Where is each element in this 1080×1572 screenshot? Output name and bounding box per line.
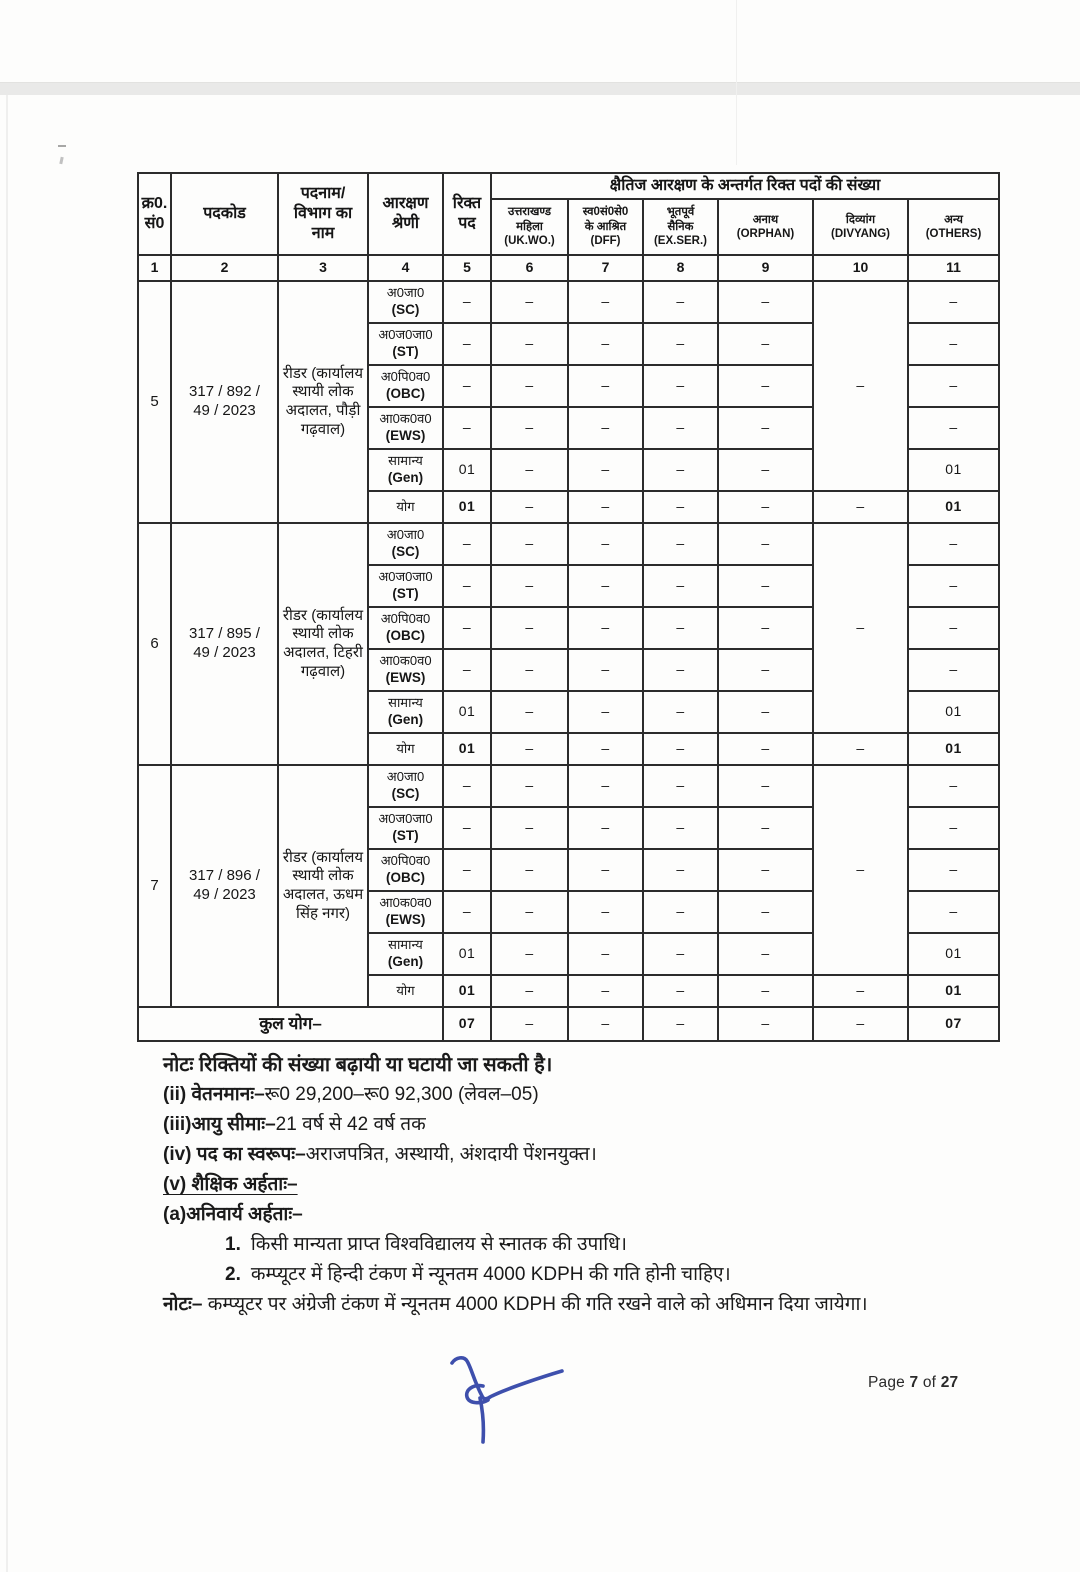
category-cell: अ0पि0व0 (OBC) bbox=[368, 607, 443, 649]
serial-cell: 5 bbox=[138, 281, 171, 523]
col-number: 11 bbox=[908, 255, 999, 281]
vacant-cell: – bbox=[443, 765, 491, 807]
dff-cell: – bbox=[568, 765, 643, 807]
exser-cell: – bbox=[643, 849, 718, 891]
dff-cell: – bbox=[568, 649, 643, 691]
table-row bbox=[138, 765, 999, 807]
vacant-cell: – bbox=[443, 891, 491, 933]
category-cell: योग bbox=[368, 733, 443, 765]
dff-cell: – bbox=[568, 323, 643, 365]
category-cell: आ0क0व0 (EWS) bbox=[368, 891, 443, 933]
vacant-cell: 01 bbox=[443, 691, 491, 733]
col-number: 9 bbox=[718, 255, 813, 281]
postname-cell: रीडर (कार्यालय स्थायी लोक अदालत, ऊधम सिंह नगर) bbox=[278, 765, 368, 1007]
exser-cell: – bbox=[643, 691, 718, 733]
scan-speck bbox=[58, 145, 66, 147]
ukwo-cell: – bbox=[491, 365, 568, 407]
others-cell: 01 bbox=[908, 933, 999, 975]
vacant-cell: 01 bbox=[443, 975, 491, 1007]
dff-cell: – bbox=[568, 607, 643, 649]
col-number: 5 bbox=[443, 255, 491, 281]
dff-cell: – bbox=[568, 565, 643, 607]
exser-cell: – bbox=[643, 565, 718, 607]
total-ukwo-cell: – bbox=[491, 1007, 568, 1041]
exser-cell: – bbox=[643, 281, 718, 323]
orphan-cell: – bbox=[718, 565, 813, 607]
dff-cell: – bbox=[568, 849, 643, 891]
dff-cell: – bbox=[568, 933, 643, 975]
category-cell: अ0पि0व0 (OBC) bbox=[368, 849, 443, 891]
col-number: 7 bbox=[568, 255, 643, 281]
divyang-cell: – bbox=[813, 765, 908, 975]
orphan-cell: – bbox=[718, 491, 813, 523]
col-number: 6 bbox=[491, 255, 568, 281]
grand-total-row bbox=[138, 1007, 999, 1041]
others-cell: – bbox=[908, 807, 999, 849]
table-row bbox=[138, 523, 999, 565]
orphan-cell: – bbox=[718, 733, 813, 765]
category-cell: अ0जा0 (SC) bbox=[368, 523, 443, 565]
total-orphan-cell: – bbox=[718, 1007, 813, 1041]
serial-cell: 6 bbox=[138, 523, 171, 765]
col-number: 8 bbox=[643, 255, 718, 281]
scan-edge-artifact bbox=[6, 95, 8, 1572]
category-cell: सामान्य (Gen) bbox=[368, 933, 443, 975]
category-cell: अ0जा0 (SC) bbox=[368, 765, 443, 807]
others-cell: – bbox=[908, 523, 999, 565]
vacant-cell: – bbox=[443, 407, 491, 449]
category-cell: आ0क0व0 (EWS) bbox=[368, 649, 443, 691]
orphan-cell: – bbox=[718, 407, 813, 449]
dff-cell: – bbox=[568, 449, 643, 491]
vacant-cell: – bbox=[443, 649, 491, 691]
exser-cell: – bbox=[643, 323, 718, 365]
pay-scale-line: (ii) वेतनमानः–रू0 29,200–रू0 92,300 (लेवल–05) bbox=[163, 1084, 539, 1105]
dff-cell: – bbox=[568, 407, 643, 449]
post-nature-line: (iv) पद का स्वरूपः–अराजपत्रित, अस्थायी, अंशदायी पेंशनयुक्त। bbox=[163, 1144, 597, 1165]
exser-cell: – bbox=[643, 649, 718, 691]
notes-section bbox=[163, 1050, 995, 1320]
dff-cell: – bbox=[568, 691, 643, 733]
category-cell: योग bbox=[368, 975, 443, 1007]
header-postname: पदनाम/ विभाग का नाम bbox=[278, 173, 368, 255]
vacant-cell: 01 bbox=[443, 933, 491, 975]
ukwo-cell: – bbox=[491, 323, 568, 365]
header-horizontal-reservation: क्षैतिज आरक्षण के अन्तर्गत रिक्त पदों की संख्या bbox=[491, 173, 999, 199]
vacant-cell: – bbox=[443, 565, 491, 607]
header-ukwo: उत्तराखण्ड महिला (UK.WO.) bbox=[491, 199, 568, 255]
postname-cell: रीडर (कार्यालय स्थायी लोक अदालत, पौड़ी गढ़वाल) bbox=[278, 281, 368, 523]
ukwo-cell: – bbox=[491, 765, 568, 807]
header-dff: स्व0सं0से0 के आश्रित (DFF) bbox=[568, 199, 643, 255]
col-number: 2 bbox=[171, 255, 278, 281]
vacant-cell: – bbox=[443, 807, 491, 849]
total-exser-cell: – bbox=[643, 1007, 718, 1041]
page-number: Page 7 of 27 bbox=[868, 1374, 959, 1391]
others-cell: 01 bbox=[908, 449, 999, 491]
exser-cell: – bbox=[643, 891, 718, 933]
category-cell: अ0ज0जा0 (ST) bbox=[368, 565, 443, 607]
orphan-cell: – bbox=[718, 807, 813, 849]
header-postcode: पदकोड bbox=[171, 173, 278, 255]
header-serial: क्र0. सं0 bbox=[138, 173, 171, 255]
ukwo-cell: – bbox=[491, 891, 568, 933]
orphan-cell: – bbox=[718, 323, 813, 365]
divyang-cell: – bbox=[813, 975, 908, 1007]
vacant-cell: – bbox=[443, 365, 491, 407]
exser-cell: – bbox=[643, 733, 718, 765]
ukwo-cell: – bbox=[491, 407, 568, 449]
orphan-cell: – bbox=[718, 607, 813, 649]
others-cell: – bbox=[908, 407, 999, 449]
exser-cell: – bbox=[643, 523, 718, 565]
header-reservation-category: आरक्षण श्रेणी bbox=[368, 173, 443, 255]
exser-cell: – bbox=[643, 933, 718, 975]
category-cell: आ0क0व0 (EWS) bbox=[368, 407, 443, 449]
total-divyang-cell: – bbox=[813, 1007, 908, 1041]
signature-mark bbox=[440, 1350, 580, 1450]
others-cell: – bbox=[908, 649, 999, 691]
orphan-cell: – bbox=[718, 933, 813, 975]
vacant-cell: – bbox=[443, 281, 491, 323]
dff-cell: – bbox=[568, 891, 643, 933]
others-cell: 01 bbox=[908, 491, 999, 523]
dff-cell: – bbox=[568, 975, 643, 1007]
category-cell: अ0पि0व0 (OBC) bbox=[368, 365, 443, 407]
postcode-cell: 317 / 896 / 49 / 2023 bbox=[171, 765, 278, 1007]
divyang-cell: – bbox=[813, 733, 908, 765]
vacant-cell: – bbox=[443, 523, 491, 565]
dff-cell: – bbox=[568, 365, 643, 407]
age-limit-line: (iii)आयु सीमाः–21 वर्ष से 42 वर्ष तक bbox=[163, 1114, 426, 1135]
ukwo-cell: – bbox=[491, 649, 568, 691]
vacancy-table bbox=[137, 172, 1000, 1042]
dff-cell: – bbox=[568, 523, 643, 565]
orphan-cell: – bbox=[718, 891, 813, 933]
category-cell: योग bbox=[368, 491, 443, 523]
ukwo-cell: – bbox=[491, 565, 568, 607]
postcode-cell: 317 / 895 / 49 / 2023 bbox=[171, 523, 278, 765]
orphan-cell: – bbox=[718, 523, 813, 565]
mandatory-qualification-heading: (a)अनिवार्य अर्हताः– bbox=[163, 1204, 303, 1225]
ukwo-cell: – bbox=[491, 449, 568, 491]
header-vacant-posts: रिक्त पद bbox=[443, 173, 491, 255]
serial-cell: 7 bbox=[138, 765, 171, 1007]
orphan-cell: – bbox=[718, 765, 813, 807]
ukwo-cell: – bbox=[491, 607, 568, 649]
dff-cell: – bbox=[568, 281, 643, 323]
divyang-cell: – bbox=[813, 523, 908, 733]
orphan-cell: – bbox=[718, 849, 813, 891]
exser-cell: – bbox=[643, 975, 718, 1007]
col-number: 1 bbox=[138, 255, 171, 281]
ukwo-cell: – bbox=[491, 281, 568, 323]
ukwo-cell: – bbox=[491, 491, 568, 523]
exser-cell: – bbox=[643, 449, 718, 491]
exser-cell: – bbox=[643, 765, 718, 807]
dff-cell: – bbox=[568, 491, 643, 523]
category-cell: अ0जा0 (SC) bbox=[368, 281, 443, 323]
others-cell: – bbox=[908, 765, 999, 807]
ukwo-cell: – bbox=[491, 733, 568, 765]
preference-note: नोटः– कम्प्यूटर पर अंग्रेजी टंकण में न्यूनतम 4000 KDPH की गति रखने वाले को अधिमान दिया जायेगा। bbox=[163, 1294, 868, 1315]
vacant-cell: – bbox=[443, 849, 491, 891]
vacant-cell: 01 bbox=[443, 449, 491, 491]
ukwo-cell: – bbox=[491, 933, 568, 975]
orphan-cell: – bbox=[718, 281, 813, 323]
note-vacancies-line: नोटः रिक्तियों की संख्या बढ़ायी या घटायी जा सकती है। bbox=[163, 1054, 553, 1076]
others-cell: – bbox=[908, 849, 999, 891]
dff-cell: – bbox=[568, 807, 643, 849]
scan-crease-artifact bbox=[736, 0, 737, 165]
ukwo-cell: – bbox=[491, 849, 568, 891]
header-orphan: अनाथ (ORPHAN) bbox=[718, 199, 813, 255]
orphan-cell: – bbox=[718, 365, 813, 407]
qualification-item-2: 2. कम्प्यूटर में हिन्दी टंकण में न्यूनतम 4000 KDPH की गति होनी चाहिए। bbox=[225, 1264, 731, 1285]
postname-cell: रीडर (कार्यालय स्थायी लोक अदालत, टिहरी गढ़वाल) bbox=[278, 523, 368, 765]
exser-cell: – bbox=[643, 607, 718, 649]
category-cell: सामान्य (Gen) bbox=[368, 449, 443, 491]
total-others-cell: 07 bbox=[908, 1007, 999, 1041]
orphan-cell: – bbox=[718, 449, 813, 491]
vacant-cell: – bbox=[443, 607, 491, 649]
exser-cell: – bbox=[643, 807, 718, 849]
others-cell: 01 bbox=[908, 975, 999, 1007]
category-cell: सामान्य (Gen) bbox=[368, 691, 443, 733]
vacant-cell: – bbox=[443, 323, 491, 365]
vacant-cell: 01 bbox=[443, 733, 491, 765]
others-cell: – bbox=[908, 323, 999, 365]
educational-qualification-heading: (v) शैक्षिक अर्हताः– bbox=[163, 1174, 298, 1195]
qualification-item-1: 1. किसी मान्यता प्राप्त विश्वविद्यालय से स्नातक की उपाधि। bbox=[225, 1234, 628, 1255]
divyang-cell: – bbox=[813, 491, 908, 523]
orphan-cell: – bbox=[718, 975, 813, 1007]
header-divyang: दिव्यांग (DIVYANG) bbox=[813, 199, 908, 255]
others-cell: – bbox=[908, 565, 999, 607]
exser-cell: – bbox=[643, 365, 718, 407]
col-number: 4 bbox=[368, 255, 443, 281]
exser-cell: – bbox=[643, 407, 718, 449]
ukwo-cell: – bbox=[491, 691, 568, 733]
orphan-cell: – bbox=[718, 649, 813, 691]
category-cell: अ0ज0जा0 (ST) bbox=[368, 807, 443, 849]
ukwo-cell: – bbox=[491, 523, 568, 565]
others-cell: – bbox=[908, 607, 999, 649]
category-cell: अ0ज0जा0 (ST) bbox=[368, 323, 443, 365]
ukwo-cell: – bbox=[491, 975, 568, 1007]
col-number: 10 bbox=[813, 255, 908, 281]
total-dff-cell: – bbox=[568, 1007, 643, 1041]
others-cell: 01 bbox=[908, 691, 999, 733]
others-cell: – bbox=[908, 891, 999, 933]
total-vacant-cell: 07 bbox=[443, 1007, 491, 1041]
dff-cell: – bbox=[568, 733, 643, 765]
vacant-cell: 01 bbox=[443, 491, 491, 523]
others-cell: 01 bbox=[908, 733, 999, 765]
header-others: अन्य (OTHERS) bbox=[908, 199, 999, 255]
grand-total-label: कुल योग– bbox=[138, 1007, 443, 1041]
others-cell: – bbox=[908, 365, 999, 407]
ukwo-cell: – bbox=[491, 807, 568, 849]
divyang-cell: – bbox=[813, 281, 908, 491]
table-row bbox=[138, 281, 999, 323]
header-exser: भूतपूर्व सैनिक (EX.SER.) bbox=[643, 199, 718, 255]
orphan-cell: – bbox=[718, 691, 813, 733]
exser-cell: – bbox=[643, 491, 718, 523]
others-cell: – bbox=[908, 281, 999, 323]
col-number: 3 bbox=[278, 255, 368, 281]
previous-page-edge bbox=[0, 0, 1080, 82]
postcode-cell: 317 / 892 / 49 / 2023 bbox=[171, 281, 278, 523]
column-number-row bbox=[138, 255, 999, 281]
header-row-1 bbox=[138, 173, 999, 199]
